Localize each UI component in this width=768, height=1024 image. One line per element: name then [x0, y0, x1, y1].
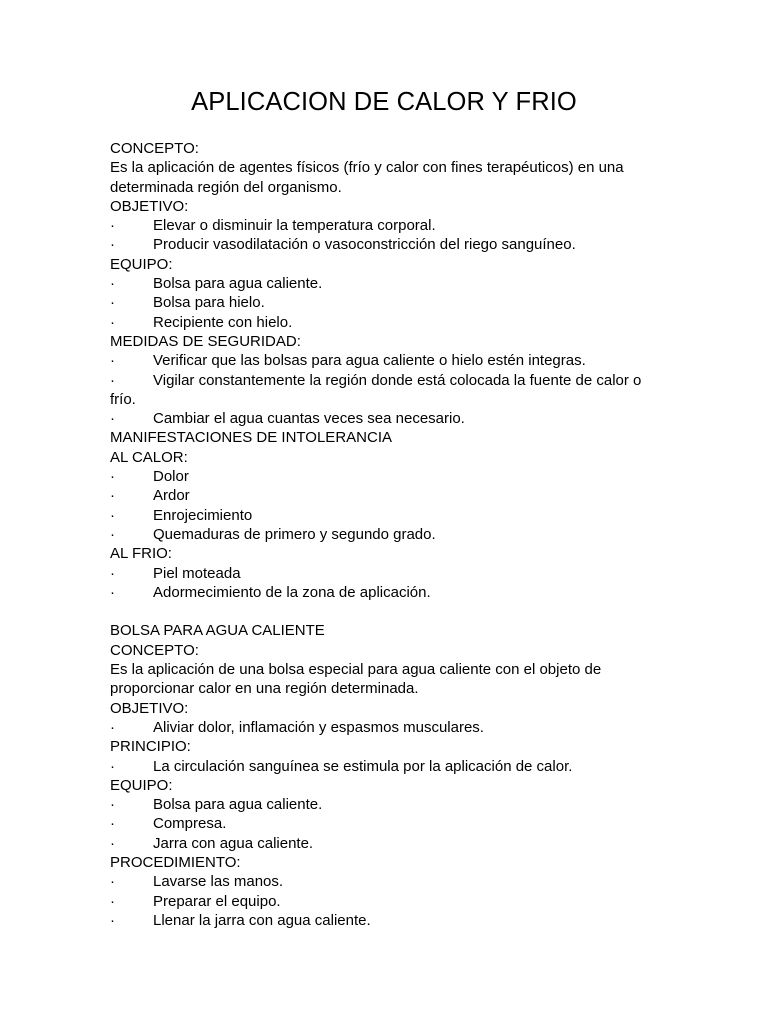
list-item — [110, 216, 670, 235]
equipo-label: EQUIPO: — [110, 255, 173, 273]
bullet-icon: · — [110, 834, 115, 852]
list-item — [110, 834, 670, 853]
list-item-text: Enrojecimiento — [153, 506, 253, 524]
list-item — [110, 351, 670, 370]
objetivo-label: OBJETIVO: — [110, 699, 189, 717]
list-item-text: Dolor — [153, 468, 189, 486]
list-item — [110, 814, 670, 833]
list-item-text: Piel moteada — [153, 564, 241, 582]
list-item — [110, 506, 670, 525]
list-item-text: Preparar el equipo. — [153, 892, 281, 910]
list-item-text: Compresa. — [153, 815, 227, 833]
list-item-text: Ardor — [153, 487, 190, 505]
bullet-icon: · — [110, 217, 115, 235]
bullet-icon: · — [110, 564, 115, 582]
list-item-text: Quemaduras de primero y segundo grado. — [153, 525, 436, 543]
list-item — [110, 795, 670, 814]
list-item — [110, 293, 670, 312]
bullet-icon: · — [110, 468, 115, 486]
page-title: APLICACION DE CALOR Y FRIO — [191, 88, 577, 116]
list-item — [110, 525, 670, 544]
list-item — [110, 872, 670, 891]
bullet-icon: · — [110, 313, 115, 331]
bullet-icon: · — [110, 294, 115, 312]
list-item-text: Jarra con agua caliente. — [153, 834, 314, 852]
list-item-text: Lavarse las manos. — [153, 873, 284, 891]
bullet-icon: · — [110, 892, 115, 910]
list-item-text: Cambiar el agua cuantas veces sea necesario. — [153, 410, 465, 428]
list-item — [110, 892, 670, 911]
list-item-text: Elevar o disminuir la temperatura corporal. — [153, 217, 436, 235]
list-item — [110, 371, 670, 410]
equipo-label: EQUIPO: — [110, 776, 173, 794]
al-calor-label: AL CALOR: — [110, 448, 188, 466]
list-item-text: La circulación sanguínea se estimula por la aplicación de calor. — [153, 757, 573, 775]
list-item — [110, 911, 670, 930]
list-item — [110, 409, 670, 428]
bullet-icon: · — [110, 410, 115, 428]
manifestaciones-label: MANIFESTACIONES DE INTOLERANCIA — [110, 429, 392, 447]
list-item-text: Bolsa para agua caliente. — [153, 796, 323, 814]
list-item-text: Aliviar dolor, inflamación y espasmos musculares. — [153, 718, 484, 736]
procedimiento-label: PROCEDIMIENTO: — [110, 853, 241, 871]
bullet-icon: · — [110, 873, 115, 891]
medidas-label: MEDIDAS DE SEGURIDAD: — [110, 332, 301, 350]
bullet-icon: · — [110, 352, 115, 370]
bullet-icon: · — [110, 796, 115, 814]
bullet-icon: · — [110, 506, 115, 524]
bullet-icon: · — [110, 525, 115, 543]
list-item — [110, 235, 670, 254]
list-item — [110, 718, 670, 737]
list-item-text: Verificar que las bolsas para agua caliente o hielo estén integras. — [153, 352, 586, 370]
list-item-text: Producir vasodilatación o vasoconstricción del riego sanguíneo. — [153, 236, 576, 254]
list-item-text: Adormecimiento de la zona de aplicación. — [153, 583, 431, 601]
list-item — [110, 486, 670, 505]
bullet-icon: · — [110, 275, 115, 293]
principio-label: PRINCIPIO: — [110, 738, 191, 756]
list-item — [110, 583, 670, 602]
concepto-text: Es la aplicación de una bolsa especial para agua caliente con el objeto de proporcionar calor en una región determinada. — [110, 661, 602, 698]
concepto-label: CONCEPTO: — [110, 140, 199, 157]
list-item-text: Vigilar constantemente la región donde está colocada la fuente de calor o frío. — [110, 371, 642, 408]
bullet-icon: · — [110, 371, 115, 389]
list-item — [110, 564, 670, 583]
bullet-icon: · — [110, 911, 115, 929]
list-item — [110, 467, 670, 486]
bullet-icon: · — [110, 583, 115, 601]
document-body — [110, 139, 670, 930]
concepto-label: CONCEPTO: — [110, 641, 199, 659]
list-item — [110, 274, 670, 293]
bullet-icon: · — [110, 236, 115, 254]
bullet-icon: · — [110, 757, 115, 775]
list-item — [110, 757, 670, 776]
list-item-text: Bolsa para hielo. — [153, 294, 265, 312]
list-item-text: Recipiente con hielo. — [153, 313, 293, 331]
list-item-text: Llenar la jarra con agua caliente. — [153, 911, 371, 929]
list-item — [110, 313, 670, 332]
bullet-icon: · — [110, 815, 115, 833]
bullet-icon: · — [110, 718, 115, 736]
section-spacer — [110, 602, 670, 621]
bullet-icon: · — [110, 487, 115, 505]
section-heading: BOLSA PARA AGUA CALIENTE — [110, 622, 325, 640]
list-item-text: Bolsa para agua caliente. — [153, 275, 323, 293]
concepto-text: Es la aplicación de agentes físicos (frío y calor con fines terapéuticos) en una determinada región del organismo. — [110, 159, 624, 196]
al-frio-label: AL FRIO: — [110, 545, 172, 563]
objetivo-label: OBJETIVO: — [110, 197, 189, 215]
